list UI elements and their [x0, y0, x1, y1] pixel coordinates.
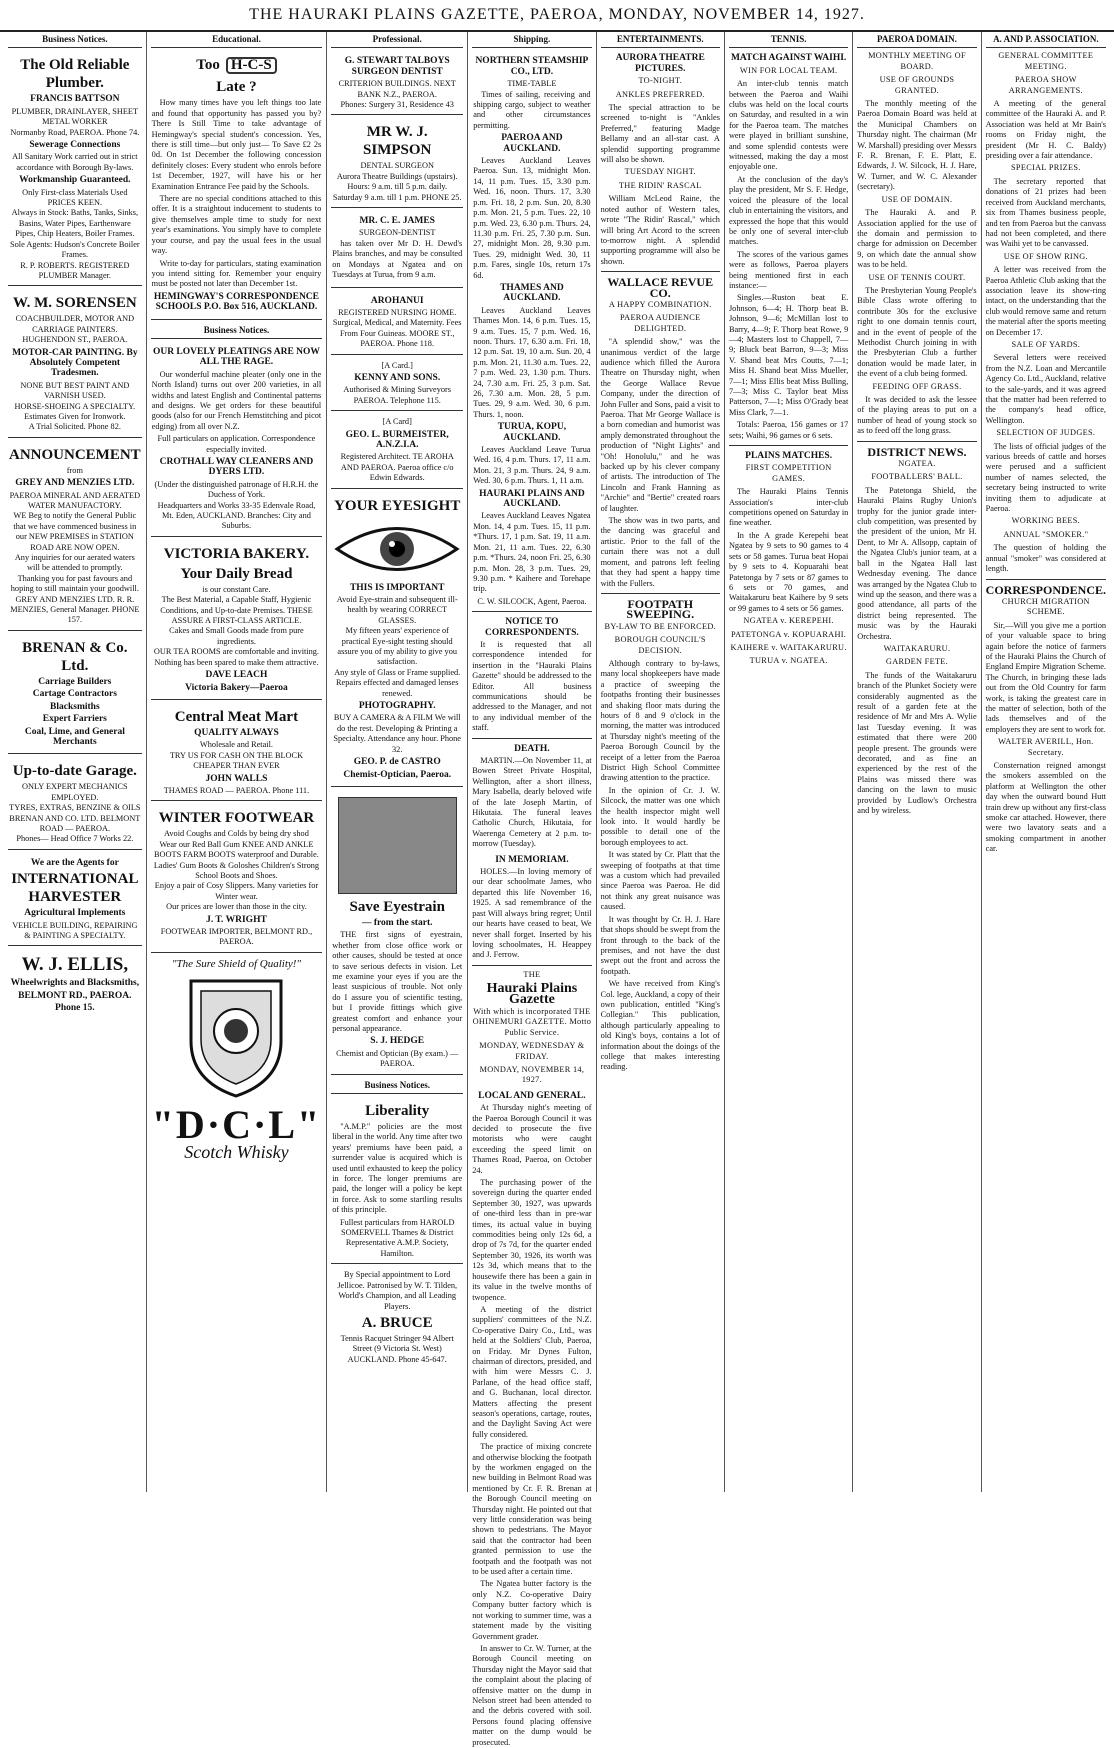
ad-line: Phone 15. [55, 1003, 95, 1014]
column-ap-association [982, 32, 1110, 1492]
ad-line: All Sanitary Work carried out in strict accordance with Borough By-laws. [12, 152, 138, 172]
ad-line: J. T. WRIGHT [206, 914, 267, 925]
ad-line: Wear our Red Ball Gum KNEE AND ANKLE BOOTS FARM BOOTS waterproof and Durable. Ladies' Gum Boots & Goloshes Children's Strong School Boots and Shoes. [153, 839, 320, 880]
article-body: It is requested that all correspondence intended for insertion in the "Hauraki Plains Gazette" should be addressed to the Editor. All business communications should be addressed to the Manager, and not to any individual member of the staff. [472, 639, 592, 733]
ad-line: By Special appointment to Lord Jellicoe. Patronised by W. T. Tilden, World's Champion, and all Leading Players. [337, 1270, 458, 1311]
article-body: At Thursday night's meeting of the Paeroa Borough Council it was decided to prosecute the five motorists who were caught exceeding the speed limit on Thames Road, Paeroa, on October 24. [472, 1103, 592, 1175]
ad-title: AROHANUI [370, 295, 424, 306]
ad-body: has taken over Mr D. H. Dewd's Plains branches, and may be consulted on Mondays at Ngatea and on Tuesdays at Turua, from 9 a.m. [332, 238, 463, 280]
article-body: "A splendid show," was the unanimous verdict of the large audience which filled the Aurora Theatre on Thursday night, when the George Wallace Revue Company, under the direction of John Fuller and Sons, paid a visit to Paeroa. That Mr George Wallace is a born comedian and humorist was amply demonstrated throughout the production of "Night Lights" and "Oh! Honolulu," and he was backed up by his clever company of artists. The introduction of The Lincoln and Frank Hanning as "Archie" and "Bertie" created roars of laughter. [600, 337, 720, 513]
ad-line: Phones— Head Office 7 Works 22. [16, 834, 134, 844]
hcs-logo-icon: H-C-S [226, 57, 277, 73]
ad-title: Too [196, 57, 220, 74]
article-body: HOLES.—In loving memory of our dear schoolmate James, who departed this life November 16, 1925. A sad remembrance of the past Will always bring regret; Until our hearts have ceased to beat, We never shall forget. Inserted by his loving schoolmates, H. Heappey and J. Ferrow. [472, 867, 592, 960]
ad-title: Central Meat Mart [174, 708, 299, 725]
ad-line: GREY AND MENZIES LTD. R. R. MENZIES, General Manager. PHONE 157. [10, 594, 140, 625]
article-body: William McLeod Raine, the noted author of Western tales, wrote "The Ridin' Rascal," which will bring Art Acord to the screen to-morrow night. A splendid supporting programme will also be shown. [600, 194, 720, 266]
subhead: FEEDING OFF GRASS. [872, 381, 962, 391]
ad-line: WE Beg to notify the General Public that we have commenced business in our NEW PREMISES in STATION ROAD ARE NOW OPEN. [13, 511, 137, 552]
masthead: THE HAURAKI PLAINS GAZETTE, PAEROA, MONDAY, NOVEMBER 14, 1927. [0, 0, 1114, 32]
ad-line: Wheelwrights and Blacksmiths, [10, 978, 140, 989]
article-body: A letter was received from the Paeroa Athletic Club asking that the association leave its show-ring intact, on the understanding that the club would remove same and return the material after the sports meeting on December 17. [985, 265, 1107, 337]
ad-line: Our prices are lower than those in the city. [166, 902, 307, 912]
ad-arohanui [331, 291, 463, 355]
ad-line: Thanking you for past favours and hoping to still maintain your goodwill. [10, 573, 139, 594]
ad-line: THIS IS IMPORTANT [349, 582, 445, 593]
ad-brenan [8, 634, 142, 754]
ad-line: CRITERION BUILDINGS. NEXT BANK N.Z., PAEROA. [338, 79, 456, 99]
ad-line: PLUMBER, DRAINLAYER, SHEET METAL WORKER [11, 106, 139, 127]
ad-body: Leaves Auckland Leave Turua Wed. 16, 4 p.m. Thurs. 17, 11 a.m. Mon. 21, 3 p.m. Thurs. 24, 9 a.m. Wed. 30, 6 p.m. Thurs. 1, 11 a.m. [473, 445, 591, 486]
column-head: Educational. [151, 32, 323, 48]
subhead: SPECIAL PRIZES. [1011, 163, 1081, 173]
subhead: BY-LAW TO BE ENFORCED. [604, 621, 716, 631]
ad-line: Always in Stock: Baths, Tanks, Sinks, Basins, Water Pipes, Earthenware Pipes, Chip Heaters, Boiler Frames. [11, 208, 139, 239]
ad-line: SURGEON-DENTIST [358, 228, 436, 238]
ad-line: HAURAKI PLAINS AND AUCKLAND. [479, 488, 585, 510]
ad-title: BRENAN & Co. Ltd. [22, 639, 128, 674]
ad-line: is our constant Care. [202, 584, 271, 594]
headline: LOCAL AND GENERAL. [478, 1090, 586, 1101]
subhead: FOOTBALLERS' BALL. [871, 472, 963, 482]
ad-title: The Old Reliable Plumber. [20, 57, 130, 92]
scotch-whisky-script: Scotch Whisky [184, 1142, 289, 1163]
article-body: In the A grade Kerepehi beat Ngatea by 9 sets to 90 games to 4 sets or 58 games. Turua beat Hopai by 9 sets to 4. Kopuarahi beat Patetonga by 7 sets or 87 games to 6 sets or 70 games, and Waitakaruru beat Kaihere by 9 sets or 99 games to 4 sets or 56 games. [728, 530, 849, 613]
dcl-logo: "D·C·L" [151, 1102, 322, 1148]
ad-line: Agricultural Implements [24, 908, 126, 919]
article-body: The lists of official judges of the various breeds of cattle and horses were perused and a sufficient number of names selected, the secretary being instructed to write inviting them to adjudicate at Paeroa. [985, 441, 1107, 514]
subhead: TO-NIGHT. [638, 76, 683, 86]
subhead: TUESDAY NIGHT. [624, 167, 696, 177]
ad-line: Only First-class Materials Used PRICES KEEN. [22, 187, 128, 208]
ad-line: ONLY EXPERT MECHANICS EMPLOYED. [22, 782, 128, 802]
subhead: USE OF SHOW RING. [1003, 251, 1088, 261]
ad-burmeister [331, 414, 463, 488]
article-body: The Patetonga Shield, the Hauraki Plains Rugby Union's trophy for the junior grade inter-club competition, was presented by the president of the union, Mr H. Dent, to Mr A. Allsopp, captain of the Ngatea Club's junior team, at a ball in the Ngatea Hall last Wednesday evening. The dance was arranged by the Ngatea Club to wind up the season, and there was a good attendance, all parts of the district being represented. The music was by the Hauraki Orchestra. [857, 485, 977, 641]
ad-title: KENNY AND SONS. [354, 372, 441, 383]
ad-line: Wholesale and Retail. [199, 740, 273, 750]
ad-line: BELMONT RD., PAEROA. [18, 990, 132, 1001]
ad-crothall [151, 342, 323, 537]
ad-line: Expert Farriers [42, 714, 107, 725]
signature: WALTER AVERILL, Hon. Secretary. [998, 737, 1094, 757]
ad-talboys [331, 51, 463, 115]
ad-line: Estimates Given for Ironwork. [24, 411, 126, 421]
ad-line: Workmanship Guaranteed. [19, 175, 131, 186]
ad-kenny [331, 358, 463, 412]
ad-line: Fullest particulars from HAROLD SOMERVELL Thames & District Representative A.M.P. Society, Hamilton. [339, 1217, 455, 1258]
ad-line: [A Card.] [381, 360, 413, 370]
article-body: In the opinion of Cr. J. W. Silcock, the matter was one which the health inspector might well look into. It would hardly be possible to detail one of the borough employees to act. [600, 785, 720, 847]
ad-body: Leaves Auckland Leaves Paeroa. Sun. 13, midnight Mon. 14, 11 p.m. Tues. 15, 3.30 p.m. Wed. 16, noon. Thurs. 17, 3.30 p.m. Fri. 18, 2 p.m. Sun. 20, 8.30 p.m. Mon. 21, 5 p.m. Tues. 22, 10 p.m. Wed. 23, 6.30 p.m. Thurs. 24, 11.30 p.m. Fri. 25, 7.30 p.m. Sun. 27, midnight Mon. 28, 9.30 p.m. Tues. 29, midnight Wed. 30, 11 p.m. Fares, single 10s, return 17s 6d. [473, 156, 591, 280]
ad-line: [A Card] [382, 417, 412, 427]
ad-line: GREY AND MENZIES LTD. [15, 478, 135, 489]
column-domain [853, 32, 981, 1492]
article-body: The funds of the Waitakaruru branch of the Plunket Society were considerably augmented as the result of a garden fete at the residence of Mr and Mrs A. Wylie last Tuesday evening. It was estimated that there were 200 people present. The grounds were decorated, and as fine an experienced by the rest of the Plains was missed there was dancing on the lawn to music provided by Ludlow's Orchestra and by wireless. [857, 670, 977, 816]
ad-grey-menzies [8, 441, 142, 631]
headline: PLAINS MATCHES. [745, 451, 833, 462]
ad-title: INTERNATIONAL HARVESTER [11, 871, 139, 906]
ad-line: PAEROA MINERAL AND AERATED WATER MANUFACTORY. [9, 490, 141, 510]
column-head: Business Notices. [8, 32, 142, 48]
subhead: THE RIDIN' RASCAL [618, 180, 702, 190]
ad-body: There are no special conditions attached to this offer. It is a straightout inducement to students to give themselves ample time to study for next year's examinations. You simply have to complete your course, and pay the usual fees in the usual way. [151, 194, 322, 256]
article-body: Totals: Paeroa, 156 games or 17 sets; Waihi, 96 games or 6 sets. [728, 420, 849, 440]
subhead: NGATEA v. KEREPEHI. [743, 616, 834, 626]
nameplate-line: THE [523, 969, 541, 979]
subhead: USE OF GROUNDS GRANTED. [879, 75, 955, 95]
ad-line: Normanby Road, PAEROA. Phone 74. [10, 127, 140, 137]
column-head: PAEROA DOMAIN. [857, 32, 976, 48]
article-body: Consternation reigned amongst the smokers assembled on the platform at Wellington the other day when the outward bound Hutt train drew up without any first-class smoke car attached. However, there were two lavatory seats and a smoking compartment in another car. [985, 761, 1107, 854]
ad-line: A Trial Solicited. Phone 82. [28, 422, 121, 432]
article-body: At the conclusion of the day's play the president, Mr S. F. Hedge, voiced the pleasure of the local club in entertaining the visitors, and expressed the hope that this would be only one of several inter-club matches. [728, 174, 849, 247]
subhead: ANKLES PREFERRED. [615, 89, 705, 99]
article-body: The secretary reported that donations of 21 prizes had been received from Auckland merchants, six from Thames business people, and ten from Paeroa but the canvass had not been completed, and there was Waihi yet to be canvassed. [985, 176, 1107, 249]
ad-line: PAEROA AND AUCKLAND. [501, 133, 563, 154]
ad-line: from [66, 465, 83, 475]
ad-line: Registered Architect. TE AROHA AND PAEROA. Paeroa office c/o Edwin Edwards. [340, 452, 454, 483]
ad-meat-mart [151, 703, 323, 801]
ad-line: OUR TEA ROOMS are comfortable and inviting. Nothing has been spared to make them attractive. [153, 647, 319, 667]
subhead: CHURCH MIGRATION SCHEME. [1001, 596, 1090, 617]
ad-line: Victoria Bakery—Paeroa [185, 682, 288, 693]
ad-victoria-bakery [151, 540, 323, 700]
optician-illustration [338, 797, 457, 894]
ad-bruce [331, 1267, 463, 1369]
article-body: The special attraction to be screened to-night is "Ankles Preferred," featuring Madge Bellamy and an all-star cast. A splendid supporting programme will also be shown. [600, 103, 720, 165]
headline: MATCH AGAINST WAIHI. [730, 53, 847, 64]
article-body: The Ngatea butter factory is the only N.Z. Co-operative Dairy Company butter factory which is not working to summer time, was a statement made by the visiting Government grader. [472, 1579, 592, 1641]
ad-title: VICTORIA BAKERY. [163, 545, 310, 562]
subhead: BOROUGH COUNCIL'S DECISION. [614, 635, 706, 655]
nameplate-line: With which is incorporated THE OHINEMURI GAZETTE. Motto Public Service. [472, 1006, 592, 1037]
column-educational [147, 32, 328, 1492]
ad-line: JOHN WALLS [205, 773, 268, 784]
ad-dcl-whisky [151, 956, 323, 1162]
subhead: KAIHERE v. WAITAKARURU. [730, 642, 847, 652]
ad-line: NONE BUT BEST PAINT AND VARNISH USED. [20, 380, 130, 401]
headline: DEATH. [514, 743, 550, 754]
ad-body: Write to-day for particulars, stating examination you intend sitting for. Remember your enquiry must be posted not later than December 1st. [151, 258, 322, 289]
headline: AURORA THEATRE PICTURES. [615, 53, 705, 74]
ad-title: GEO. L. BURMEISTER, A.N.Z.I.A. [345, 429, 449, 450]
ad-line: We are the Agents for [30, 857, 119, 868]
ad-hemingway [151, 51, 323, 319]
ad-title: G. STEWART TALBOYS SURGEON DENTIST [344, 56, 450, 77]
subhead: A HAPPY COMBINATION. [608, 299, 712, 309]
ad-northern-steamship [472, 51, 591, 612]
ad-ellis [8, 949, 142, 1019]
ad-body: Times of sailing, receiving and shipping cargo, subject to weather and other circumstances permitting. [473, 89, 591, 130]
subhead: FIRST COMPETITION GAMES. [745, 463, 832, 483]
column-tennis [725, 32, 853, 1492]
article-body: An inter-club tennis match between the Paeroa and Waihi clubs was held on the local courts on Saturday, and resulted in a win for the Paeroa team. The matches were played in brilliant sunshine, and some splendid contests were witnessed, making the day a most enjoyable one. [728, 79, 849, 172]
ad-line: Avoid Eye-strain and subsequent ill-health by wearing CORRECT GLASSES. [336, 595, 458, 625]
column-head: Shipping. [472, 32, 591, 48]
ad-line: Avoid Coughs and Colds by being dry shod [164, 829, 309, 839]
ad-line: DENTAL SURGEON [360, 161, 434, 171]
subhead: SALE OF YARDS. [1011, 339, 1081, 349]
ad-winter-footwear [151, 804, 323, 952]
article-body: The Presbyterian Young People's Bible Class wrote offering to contribute 30s for the exclusive right to one domain tennis court, and in the event of people of the Methodist Church joining in with the Presbyterian Club a further donation would be made later, in the event of a club being formed. [857, 285, 977, 379]
article-body: Sir,—Will you give me a portion of your valuable space to bring again before the notice of farmers of the Hauraki Plains the Church of England Empire Migration Scheme. The Church, in bringing these lads out from the Old Country for farm work, is taking the greatest care in the matter of selection, both of the lads themselves and of the employers they are sent to work for. [985, 620, 1107, 734]
ad-line: Chemist and Optician (By exam.) — PAEROA. [336, 1048, 459, 1069]
subhead: PATETONGA v. KOPUARAHI. [731, 629, 847, 639]
dateline: MONDAY, NOVEMBER 14, 1927. [479, 1064, 585, 1085]
subhead: TURUA v. NGATEA. [749, 656, 828, 666]
ad-title: MR W. J. SIMPSON [363, 124, 432, 159]
article-body: MARTIN.—On November 11, at Bowen Street Private Hospital, Wellington, after a short illness, Mary Isabella, dearly beloved wife of the late Joseph Martin, of Hikutaia. The funeral leaves Catholic Church, Hikutaia, for Waerenga Cemetery at 2 p.m. to-morrow (Tuesday). [472, 756, 592, 849]
subhead: PAEROA SHOW ARRANGEMENTS. [1008, 75, 1083, 95]
newspaper-columns [4, 32, 1110, 1747]
ad-line: Enjoy a pair of Cosy Slippers. Many varieties for Winter wear. [154, 881, 319, 901]
ad-line: Any style of Glass or Frame supplied. Repairs effected and damaged lenses renewed. [334, 667, 461, 698]
ad-line: (Under the distinguished patronage of H.R.H. the Duchess of York. [154, 479, 319, 500]
article-body: In answer to Cr. W. Turner, at the Borough Council meeting on Thursday night the Mayor said that the complaint about the placing of offensive matter on the dump in Nelson street had been attended to and the debris covered with soil. Persons found placing offensive matter on the dump would be prosecuted. [472, 1643, 592, 1747]
ad-slogan: "The Sure Shield of Quality!" [171, 957, 302, 970]
ad-line: Hours: 9 a.m. till 5 p.m. daily. Saturday 9 a.m. till 1 p.m. PHONE 25. [332, 182, 462, 202]
ad-eyestrain [331, 790, 463, 1075]
ad-line: Sole Agents: Hudson's Concrete Boiler Frames. [10, 239, 140, 260]
article-body: It was decided to ask the lessee of the playing areas to put on a number of head of young stock so as to feed off the long grass. [857, 395, 977, 436]
subhead: PAEROA AUDIENCE DELIGHTED. [620, 313, 701, 333]
subhead: USE OF TENNIS COURT. [868, 272, 966, 282]
column-head: Professional. [331, 32, 463, 48]
article-body: We have received from King's Col. lege, Auckland, a copy of their own publication, entitled "King's Collegian." This publication, although particularly appealing to old King's boys, contains a lot of information about the doings of the college that makes interesting reading. [600, 979, 720, 1072]
subhead: ANNUAL "SMOKER." [1003, 529, 1089, 539]
article-body: It was thought by Cr. H. J. Hare that shops should be swept from the front through to the back of the premises, and not have the dust swept out the front and across the footpath. [600, 914, 720, 976]
column-head: A. AND P. ASSOCIATION. [986, 32, 1106, 48]
ad-line: BRENAN AND CO. LTD. BELMONT ROAD — PAEROA. [9, 813, 141, 833]
ad-line: TURUA, KOPU, AUCKLAND. [497, 422, 567, 443]
ad-line: Chemist-Optician, Paeroa. [343, 769, 452, 780]
ad-title: Liberality [365, 1103, 430, 1119]
ad-body: How many times have you left things too late and found that opportunity has passed you by? There Is Still Time to take advantage of Hemingway's special student's concession. Yes, there is still time—but only just— To Save £2 2s 0d. On 1st December the following concession definitely closes: Every student who enrols before 1st December, 1927, will have his or her Examination Entrance Fee paid by the Schools. [151, 98, 322, 191]
ad-line: Authorised & Mining Surveyors PAEROA. Telephone 115. [343, 385, 452, 405]
ad-james [331, 211, 463, 287]
headline: WALLACE REVUE CO. [607, 275, 714, 300]
ad-line: THAMES AND AUCKLAND. [500, 282, 564, 304]
ad-body: THE first signs of eyestrain, whether from close office work or other causes, should be tested at once to save serious defects in vision. Let me examine your eyes if you are the least suspicious of trouble. Not only do I assure you of scientific testing, but I provide fittings which give greatest comfort and enhance your personal appearance. [332, 930, 463, 1033]
article-body: The practice of mixing concrete and otherwise blocking the footpath by the workmen engaged on the new building in Belmont Road was mentioned by Cr. F. R. Brenan at the Borough Council meeting on Thursday night. He pointed out that very little consideration was being shown to pedestrians. The Mayor said that the contractor had been granted permission to use the footpath and the footpath was not to be used after a certain time. [472, 1442, 592, 1577]
ad-line: COACHBUILDER, MOTOR AND CARRIAGE PAINTERS. HUGHENDON ST., PAEROA. [15, 314, 135, 345]
ad-title: A. BRUCE [361, 1314, 433, 1331]
headline: DISTRICT NEWS. [867, 444, 967, 459]
article-body: The purchasing power of the sovereign during the quarter ended September 30, 1927, was upwards of one-third less than in pre-war times, its actual value in buying commodities being only 12s 6d, a drop of 7s 7d, for the quarter ended September 30, 1926, its worth was 12s 3d, which means that to the housewife there has been a gain in its value in the twelve months of twopence. [472, 1178, 592, 1302]
ad-line: Coal, Lime, and General Merchants [24, 726, 125, 747]
ad-line: THAMES ROAD — PAEROA. Phone 111. [163, 785, 310, 795]
ad-line: Cakes and Small Goods made from pure ingredients. [169, 626, 304, 646]
headline: CORRESPONDENCE. [985, 582, 1107, 597]
ad-line: My fifteen years' experience of practical Eye-sight testing should assure you of my ability to give you satisfaction. [337, 626, 458, 667]
column-head: Business Notices. [331, 1078, 463, 1094]
article-body: The question of holding the annual "smoker" was considered at length. [985, 543, 1107, 574]
ad-line: TIME-TABLE [507, 79, 557, 89]
headline: FOOTPATH SWEEPING. [626, 596, 695, 622]
ad-line: TYRES, EXTRAS, BENZINE & OILS [9, 803, 141, 813]
ad-line: Any inquiries for our aerated waters will be attended to promptly. [14, 553, 135, 573]
ad-title: Save Eyestrain [349, 898, 445, 915]
ad-line: — from the start. [361, 917, 433, 928]
subhead: MONTHLY MEETING OF BOARD. [868, 51, 966, 71]
ad-line: C. W. SILCOCK, Agent, Paeroa. [477, 596, 587, 606]
column-entertainments [597, 32, 725, 1492]
ad-body: "A.M.P." policies are the most liberal in the world. Any time after two years' premiums have been paid, a surrender value is acquired which is used until exhausted to keep the policy in force. The longer premiums are paid, the longer will a policy be kept in force. Ask to some startling results of this principle. [332, 1122, 463, 1215]
ad-line: Sewerage Connections [29, 140, 121, 151]
column-shipping [468, 32, 596, 1747]
article-body: The Hauraki A. and P. Association applied for the use of the domain and permission to charge for admission on December 9, on which date the annual show was to be held. [857, 208, 977, 270]
subhead: GENERAL COMMITTEE MEETING. [998, 51, 1094, 71]
ad-line: Aurora Theatre Buildings (upstairs). [336, 171, 458, 181]
subhead: NGATEA. [898, 459, 936, 469]
ad-line: Tennis Racquet Stringer 94 Albert Street (9 Victoria St. West) AUCKLAND. Phone 45-647. [340, 1333, 454, 1364]
article-body: Several letters were received from the N.Z. Loan and Mercantile Agency Co. Ltd., Auckland, relative to the sale-yards, and it was agreed that the matter had been referred to the company's head office, Wellington. [985, 353, 1107, 425]
subhead: WORKING BEES. [1011, 516, 1081, 526]
ad-garage [8, 757, 142, 849]
ad-line: PHOTOGRAPHY. [358, 701, 436, 712]
ad-harvester [8, 853, 142, 947]
ad-line: S. J. HEDGE [370, 1036, 425, 1047]
column-business-1 [4, 32, 147, 1492]
ad-line: Cartage Contractors [32, 689, 117, 700]
ad-line: The Best Material, a Capable Staff, Hygienic Conditions, and Up-to-date Premises. THESE ASSURE A FIRST-CLASS ARTICLE. [160, 595, 313, 626]
ad-title: Late ? [216, 79, 257, 96]
ad-title: W. M. SORENSEN [13, 295, 137, 312]
column-professional [327, 32, 468, 1492]
ad-line: Phones: Surgery 31, Residence 43 [340, 100, 454, 110]
headline: NOTICE TO CORRESPONDENTS. [485, 617, 579, 638]
ad-line: REGISTERED NURSING HOME. [338, 307, 457, 317]
article-body: A meeting of the general committee of the Hauraki A. and P. Association was held at Mr Bain's rooms on Friday night, the president (Mr H. C. Baldy) presiding over a fair attendance. [985, 99, 1107, 161]
ad-plumber [8, 51, 142, 286]
ad-line: Headquarters and Works 33-35 Edenvale Road, Mt. Eden, AUCKLAND. Branches: City and Suburbs. [157, 500, 316, 531]
article-body: A meeting of the district suppliers' committees of the N.Z. Co-operative Dairy Co., Ltd., was held at the Soldiers' Club, Paeroa, on Friday. Mr Dynes Fulton, chairman of directors, presided, and with him were Messrs C. J. Parlane, of the head office staff, and G. Buchanan, local director. Matters affecting the present season's operations, cartage, routes, and the Daylight Saving Act were fully considered. [472, 1304, 592, 1439]
ad-sorensen [8, 289, 142, 437]
ad-eyesight [331, 492, 463, 787]
ad-line: Carriage Builders [38, 676, 112, 687]
ad-title: NORTHERN STEAMSHIP CO., LTD. [475, 56, 589, 77]
ad-line: TRY US FOR CASH ON THE BLOCK CHEAPER THAN EVER [169, 750, 304, 771]
ad-line: QUALITY ALWAYS [194, 727, 279, 738]
ad-line: Full particulars on application. Correspondence especially invited. [157, 434, 316, 454]
ad-line: DAVE LEACH [205, 670, 268, 681]
ad-line: Blacksmiths [50, 701, 100, 712]
ad-line: VEHICLE BUILDING, REPAIRING & PAINTING A SPECIALTY. [12, 920, 138, 940]
article-body: Although contrary to by-laws, many local shopkeepers have made a practice of sweeping the footpaths fronting their businesses and shaking floor mats during the hours of 8 and 9 o'clock in the morning, the matter was introduced at Thursday night's meeting of the Paeroa Borough Council by the receipt of a letter from the Paeroa District High School Committee drawing attention to the practice. [600, 658, 720, 783]
subhead: WAITAKARURU. [883, 643, 951, 653]
ad-line: Your Daily Bread [180, 565, 293, 582]
ad-body: Leaves Auckland Leaves Thames Mon. 14, 6 p.m. Tues. 15, 9 a.m. Tues. 15, 7 p.m. Wed. 16, noon. Thurs. 17, 6.30 a.m. Fri. 18, 12 p.m. Sat. 19, 10 a.m. Sun. 20, 4 p.m. Mon. 21, 11.30 a.m. Tues. 22, 7 p.m. Wed. 23, 1.30 p.m. Thurs. 24, 7.30 a.m. Fri. 25, 3 p.m. Sat. 26, 7.30 a.m. Mon. 28, 5 p.m. Tues. 29, 9 a.m. Wed. 30, 6 p.m. Thurs. 1, noon. [473, 305, 591, 419]
ad-title: WINTER FOOTWEAR [158, 810, 315, 827]
subhead: SELECTION OF JUDGES. [996, 428, 1096, 438]
nameplate-line: MONDAY, WEDNESDAY & FRIDAY. [479, 1041, 585, 1061]
ad-amp [331, 1097, 463, 1264]
ad-line: BUY A CAMERA & A FILM We will do the rest. Developing & Printing a Specialty. Attendance any hour. Phone 32. [333, 713, 461, 754]
column-head: ENTERTAINMENTS. [601, 32, 720, 48]
ad-signature: HEMINGWAY'S CORRESPONDENCE SCHOOLS P.O. Box 516, AUCKLAND. [153, 291, 320, 313]
article-body: The monthly meeting of the Paeroa Domain Board was held at the Municipal Chambers on Thursday night. The chairman (Mr W. Marshall) presiding over Messrs F. R. Brenan, F. E. Platt, E. Edwards, J. W. Silcock, H. J. Hare, W. Turner, and W. C. Alexander (secretary). [857, 99, 977, 192]
column-head: Business Notices. [151, 323, 323, 339]
nameplate: Hauraki Plains Gazette [486, 981, 578, 1007]
ad-title: MR. C. E. JAMES [359, 216, 435, 227]
ad-body: Our wonderful machine pleater (only one in the North Island) turns out over 200 varieties, in all widths and latest English and Continental patterns and designs. We get orders for these beautiful goods (also for our French Hemstitching and picot edging) from all over N.Z. [151, 369, 322, 431]
article-body: Singles.—Ruston beat E. Johnson, 6—4; H. Thorp beat B. Johnson, 9—6; McMillan lost to Barry, 4—9; F. Thorp beat Rowe, 9—4; Masters lost to Chappell, 7—9; Bluck beat Barron, 9—3; Miss V. Shand beat Mrs Coutts, 7—1; Miss H. Shand beat Miss Mueller, 7—1; Miss Ellis beat Miss Bulling, 7—3; Miss C. Taylor beat Miss Patterson, 7—1; Miss O'Grady beat Miss Clark, 7—1. [728, 293, 849, 417]
ad-line: FOOTWEAR IMPORTER, BELMONT RD., PAEROA. [160, 927, 313, 947]
ad-name: FRANCIS BATTSON [30, 94, 120, 105]
ad-title: CROTHALL WAY CLEANERS AND DYERS LTD. [159, 457, 314, 478]
article-body: It was stated by Cr. Platt that the sweeping of footpaths at that time was a custom which had prevailed since Paeroa was Paeroa. He did not think any great nuisance was caused. [600, 850, 720, 912]
ad-line: Surgical, Medical, and Maternity. Fees From Four Guineas. MOORE ST., PAEROA. Phone 118. [332, 318, 462, 349]
ad-line: MOTOR-CAR PAINTING. By Absolutely Competent Tradesmen. [12, 347, 138, 379]
ad-title: W. J. ELLIS, [21, 954, 129, 976]
headline: IN MEMORIAM. [495, 854, 569, 865]
ad-line: HORSE-SHOEING A SPECIALTY. [14, 401, 136, 411]
ad-simpson [331, 118, 463, 208]
shield-crest-icon [181, 971, 291, 1101]
article-body: The show was in two parts, and the dancing was graceful and artistic. Prior to the fall of the curtain there was not a dull moment, and patrons left feeling that they had spent a happy time with the Fullers. [600, 516, 720, 588]
subhead: USE OF DOMAIN. [881, 194, 953, 204]
ad-line: GEO. P. de CASTRO [353, 757, 441, 768]
article-body: The scores of the various games were as follows, Paeroa players being mentioned first in each instance:— [728, 249, 849, 290]
ad-body: Leaves Auckland Leaves Ngatea Mon. 14, 4 p.m. Tues. 15, 11 p.m. *Thurs. 17, 1 p.m. Sat. 19, 11 a.m. Mon. 21, 11 a.m. Tues. 22, 6.30 p.m. *Thurs. 24, noon Fri. 25, 6.30 p.m. Mon. 28, 3 p.m. Tues. 29, 9.30 p.m. * Kaihere and Torehape trip. [473, 511, 591, 594]
ad-title: YOUR EYESIGHT [334, 497, 461, 514]
article-body: The Hauraki Plains Tennis Association's inter-club competitions opened on Saturday in fine weather. [728, 487, 849, 528]
ad-line: OUR LOVELY PLEATINGS ARE NOW ALL THE RAGE. [152, 346, 320, 368]
ad-title: Up-to-date Garage. [12, 763, 137, 780]
subhead: GARDEN FETE. [885, 657, 949, 667]
eye-icon [332, 518, 462, 580]
ad-line: R. P. ROBERTS. REGISTERED PLUMBER Manager. [20, 260, 130, 280]
column-head: TENNIS. [729, 32, 848, 48]
subhead: WIN FOR LOCAL TEAM. [739, 65, 838, 75]
ad-title: ANNOUNCEMENT [9, 446, 141, 463]
